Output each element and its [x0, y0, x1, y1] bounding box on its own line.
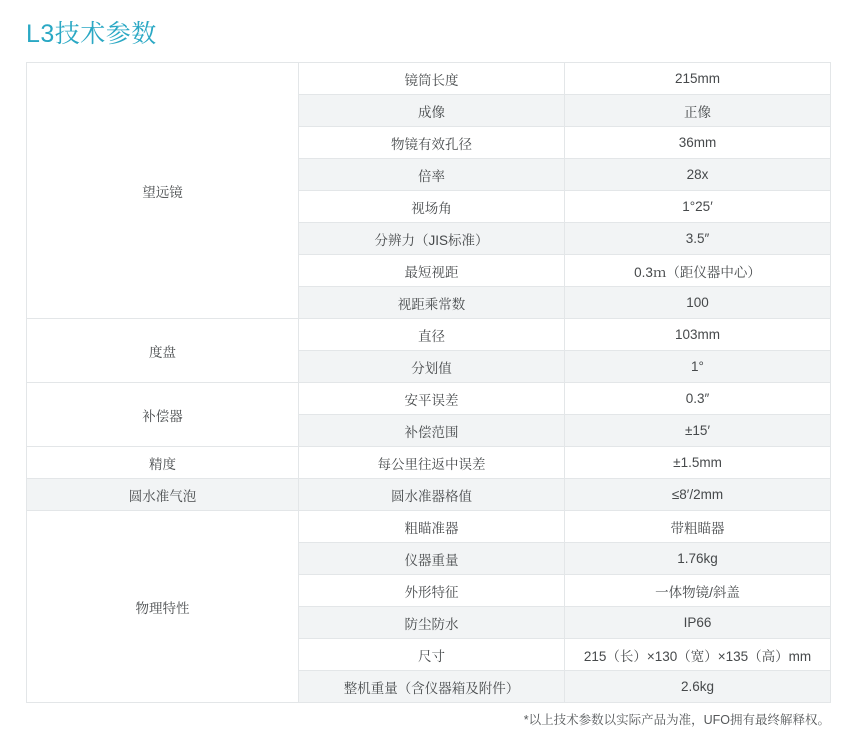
spec-item-label: 视场角: [299, 191, 565, 223]
spec-item-label: 粗瞄准器: [299, 511, 565, 543]
spec-item-label: 每公里往返中误差: [299, 447, 565, 479]
group-label: 度盘: [27, 319, 299, 383]
spec-item-value: IP66: [565, 607, 831, 639]
spec-item-label: 安平误差: [299, 383, 565, 415]
spec-item-value: 带粗瞄器: [565, 511, 831, 543]
spec-item-value: 0.3″: [565, 383, 831, 415]
spec-item-value: 3.5″: [565, 223, 831, 255]
group-label: 精度: [27, 447, 299, 479]
spec-item-value: ≤8′/2mm: [565, 479, 831, 511]
spec-item-label: 镜筒长度: [299, 63, 565, 95]
footnote: *以上技术参数以实际产品为准，UFO拥有最终解释权。: [523, 713, 830, 727]
spec-item-value: 1°25′: [565, 191, 831, 223]
table-row: [27, 319, 831, 351]
spec-item-label: 外形特征: [299, 575, 565, 607]
spec-item-value: 100: [565, 287, 831, 319]
table-row: [27, 383, 831, 415]
spec-item-value: 1.76kg: [565, 543, 831, 575]
specifications-table-body: [27, 63, 831, 703]
spec-item-value: 215（长）×130（宽）×135（高）mm: [565, 639, 831, 671]
spec-item-value: 28x: [565, 159, 831, 191]
spec-item-value: 0.3ｍ（距仪器中心）: [565, 255, 831, 287]
table-row: [27, 479, 831, 511]
spec-item-value: 2.6kg: [565, 671, 831, 703]
spec-item-label: 直径: [299, 319, 565, 351]
specifications-table: [26, 62, 831, 703]
spec-item-value: ±1.5mm: [565, 447, 831, 479]
group-label: 望远镜: [27, 63, 299, 319]
table-row: [27, 447, 831, 479]
spec-item-label: 整机重量（含仪器箱及附件）: [299, 671, 565, 703]
group-label: 补偿器: [27, 383, 299, 447]
spec-item-label: 防尘防水: [299, 607, 565, 639]
spec-item-label: 最短视距: [299, 255, 565, 287]
spec-item-label: 物镜有效孔径: [299, 127, 565, 159]
group-label: 圆水准气泡: [27, 479, 299, 511]
spec-item-value: 103mm: [565, 319, 831, 351]
spec-item-label: 仪器重量: [299, 543, 565, 575]
spec-item-label: 视距乘常数: [299, 287, 565, 319]
spec-item-label: 圆水准器格值: [299, 479, 565, 511]
spec-item-value: 1°: [565, 351, 831, 383]
spec-item-label: 倍率: [299, 159, 565, 191]
spec-item-value: 36mm: [565, 127, 831, 159]
table-row: [27, 63, 831, 95]
spec-item-value: 正像: [565, 95, 831, 127]
spec-item-label: 分辨力（JIS标准）: [299, 223, 565, 255]
spec-item-value: ±15′: [565, 415, 831, 447]
spec-item-value: 215mm: [565, 63, 831, 95]
spec-item-label: 成像: [299, 95, 565, 127]
spec-item-label: 补偿范围: [299, 415, 565, 447]
page-title: L3技术参数: [26, 20, 157, 48]
spec-item-label: 尺寸: [299, 639, 565, 671]
table-row: [27, 511, 831, 543]
spec-item-value: 一体物镜/斜盖: [565, 575, 831, 607]
group-label: 物理特性: [27, 511, 299, 703]
spec-item-label: 分划值: [299, 351, 565, 383]
